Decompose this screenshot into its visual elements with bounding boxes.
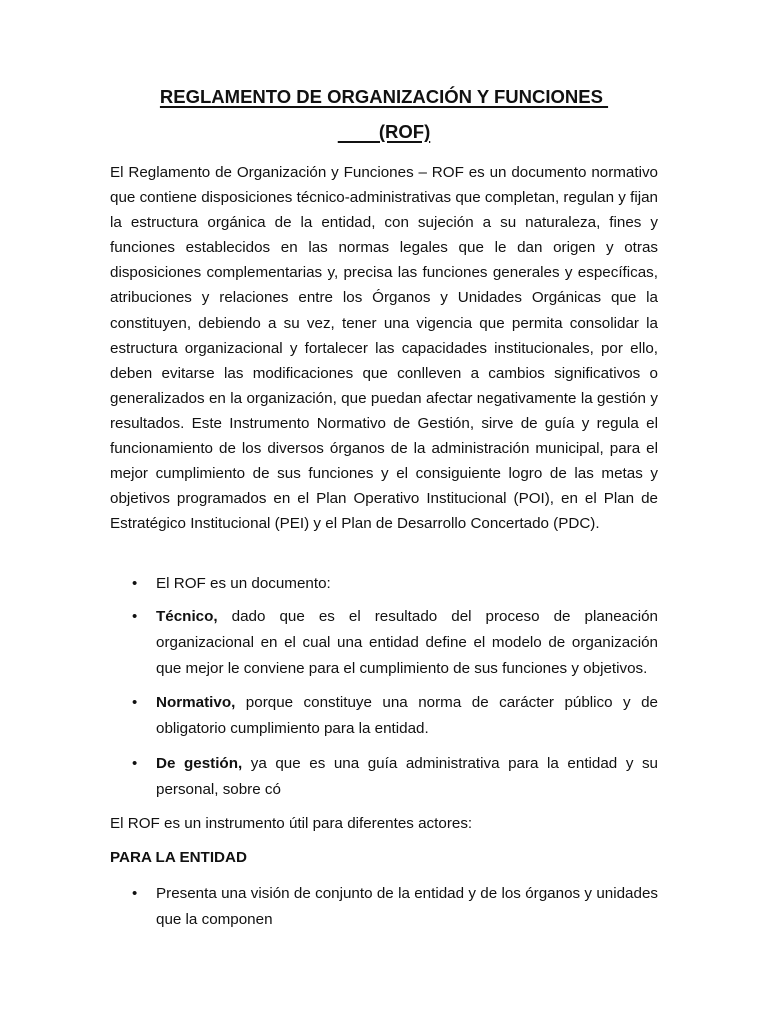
list-item-label: Técnico, [156,608,218,625]
list-item [110,571,658,597]
list-item-text [156,751,658,803]
document-title-acronym: (ROF) [337,121,431,142]
list-item-body: Presenta una visión de conjunto de la entidad y de los órganos y unidades que la componen [156,885,658,929]
list-item-body: porque constituye una norma de carácter público y de obligatorio cumplimiento para la entidad. [156,694,658,738]
instrument-actors-text: El ROF es un instrumento útil para diferentes actores: [110,815,473,832]
list-item-label: De gestión, [156,755,243,772]
section-heading: PARA LA ENTIDAD [110,849,247,866]
list-item [110,881,658,933]
bullet-marker: • [132,755,138,772]
document-title: REGLAMENTO DE ORGANIZACIÓN Y FUNCIONES [159,86,609,107]
list-item [110,690,658,742]
bullet-marker: • [132,694,138,711]
bullet-marker: • [132,885,138,902]
list-item-text [156,604,658,683]
list-item [110,604,658,683]
list-item-text [156,690,658,742]
list-item-body: ya que es una guía administrativa para la entidad y su personal, sobre có [156,755,659,799]
list-item-body: El ROF es un documento: [156,575,331,592]
list-item [110,751,658,803]
bullet-marker: • [132,608,138,625]
list-item-text [156,571,658,597]
list-item-body: dado que es el resultado del proceso de planeación organizacional en el cual una entidad define el modelo de organización que mejor le conviene para el cumplimiento de sus funciones y objetivos. [156,608,658,678]
intro-paragraph: El Reglamento de Organización y Funciones – ROF es un documento normativo que contiene disposiciones técnico-administrativas que completan, regulan y fijan la estructura orgánica de la entidad, con sujeción a su naturaleza, fines y funciones establecidos en las normas legales que le dan origen y otras disposiciones complementarias y, precisa las funciones generales y específicas, atribuciones y relaciones entre los Órganos y Unidades Orgánicas que la constituyen, debiendo a su vez, tener una vigencia que permita consolidar la estructura organizacional y fortalecer las capacidades institucionales, por ello, deben evitarse las modificaciones que conlleven a cambios significativos o generalizados en la organización, que puedan afectar negativamente la gestión y resultados. Este Instrumento Normativo de Gestión, sirve de guía y regula el funcionamiento de los diversos órganos de la administración municipal, para el mejor cumplimiento de sus funciones y el consiguiente logro de las metas y objetivos programados en el Plan Operativo Institucional (POI), en el Plan de Estratégico Institucional (PEI) y el Plan de Desarrollo Concertado (PDC). [110,164,658,533]
list-item-label: Normativo, [156,694,236,711]
bullet-marker: • [132,575,138,592]
